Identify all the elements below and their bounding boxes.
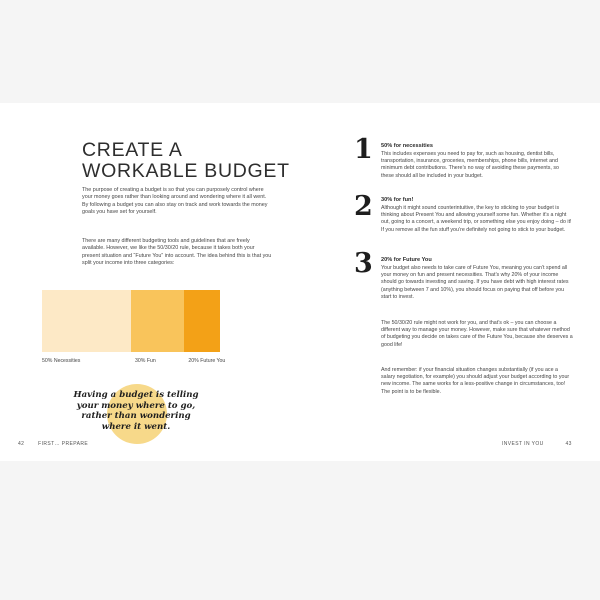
book-spread xyxy=(0,103,600,461)
section-heading-2: 30% for fun! xyxy=(381,197,414,203)
page-number-left: 42 xyxy=(18,441,25,447)
budget-split-bar xyxy=(42,290,220,352)
bar-segment-2 xyxy=(131,290,184,352)
bar-segment-1 xyxy=(42,290,131,352)
bar-label-3: 20% Future You xyxy=(188,358,226,364)
running-head-left: FIRST… PREPARE xyxy=(38,441,89,447)
rule-paragraph: There are many different budgeting tools and guidelines that are freely available. However, we like the 50/30/20 rule, because it takes both your present situation and “Future You” into account. The idea behind this is that you split your income into three categories: xyxy=(82,238,272,267)
footer-left xyxy=(18,441,88,447)
page-title xyxy=(82,140,290,182)
bar-label-1: 50% Necessities xyxy=(42,358,81,364)
bar-label-2: 30% Fun xyxy=(135,358,156,364)
section-number-1: 1 xyxy=(354,134,373,165)
bar-segment-3 xyxy=(184,290,220,352)
title-line-1: CREATE A xyxy=(82,139,183,161)
section-text-2: Although it might sound counterintuitive, the key to sticking to your budget is thinking about Present You and allowing yourself some fun. Whether it’s a night out, going to a concert, a weekend trip, or something else you enjoy doing – do it! If you remove all the fun stuff you’re definitely not going to stick to your budget. xyxy=(381,205,572,233)
footer-right xyxy=(502,441,572,447)
pull-quote: Having a budget is telling your money where to go, rather than wondering where it went. xyxy=(73,390,199,432)
title-line-2: WORKABLE BUDGET xyxy=(82,160,290,182)
section-text-3b: The 50/30/20 rule might not work for you, and that’s ok – you can choose a different way to manage your money. However, make sure that whatever method of budgeting you decide on takes care of the Future You, because she deserves a good life! xyxy=(381,320,573,348)
running-head-right: INVEST IN YOU xyxy=(502,441,544,447)
section-text-3a: Your budget also needs to take care of Future You, meaning you can’t spend all your money on fun and present necessities. That’s why 20% of your income should go towards investing and saving. If you have debt with high interest rates (anything between 7 and 10%), you should focus on paying that off before you start to invest. xyxy=(381,265,569,300)
budget-split-labels xyxy=(42,358,242,368)
section-text-3c: And remember: if your financial situation changes substantially (if you ace a salary negotiation, for example) you should adjust your budget according to your new income. The same works for a less-positive change in circumstances, too! The point is to be flexible. xyxy=(381,367,570,395)
section-heading-3: 20% for Future You xyxy=(381,257,432,263)
page-number-right: 43 xyxy=(565,441,572,447)
intro-paragraph: The purpose of creating a budget is so that you can purposely control where your money goes rather than looking around and wondering where it all went. By following a budget you can also stay on track and work towards the money goals you have set for yourself. xyxy=(82,187,268,216)
section-text-1: This includes expenses you need to pay for, such as housing, dentist bills, transportation, insurance, groceries, memberships, phone bills, internet and minimum debt contributions. There’s no way of avoiding these payments, so these should all be included in your budget. xyxy=(381,151,559,179)
section-heading-1: 50% for necessities xyxy=(381,143,433,149)
section-number-3: 3 xyxy=(354,248,373,279)
section-number-2: 2 xyxy=(354,191,373,222)
